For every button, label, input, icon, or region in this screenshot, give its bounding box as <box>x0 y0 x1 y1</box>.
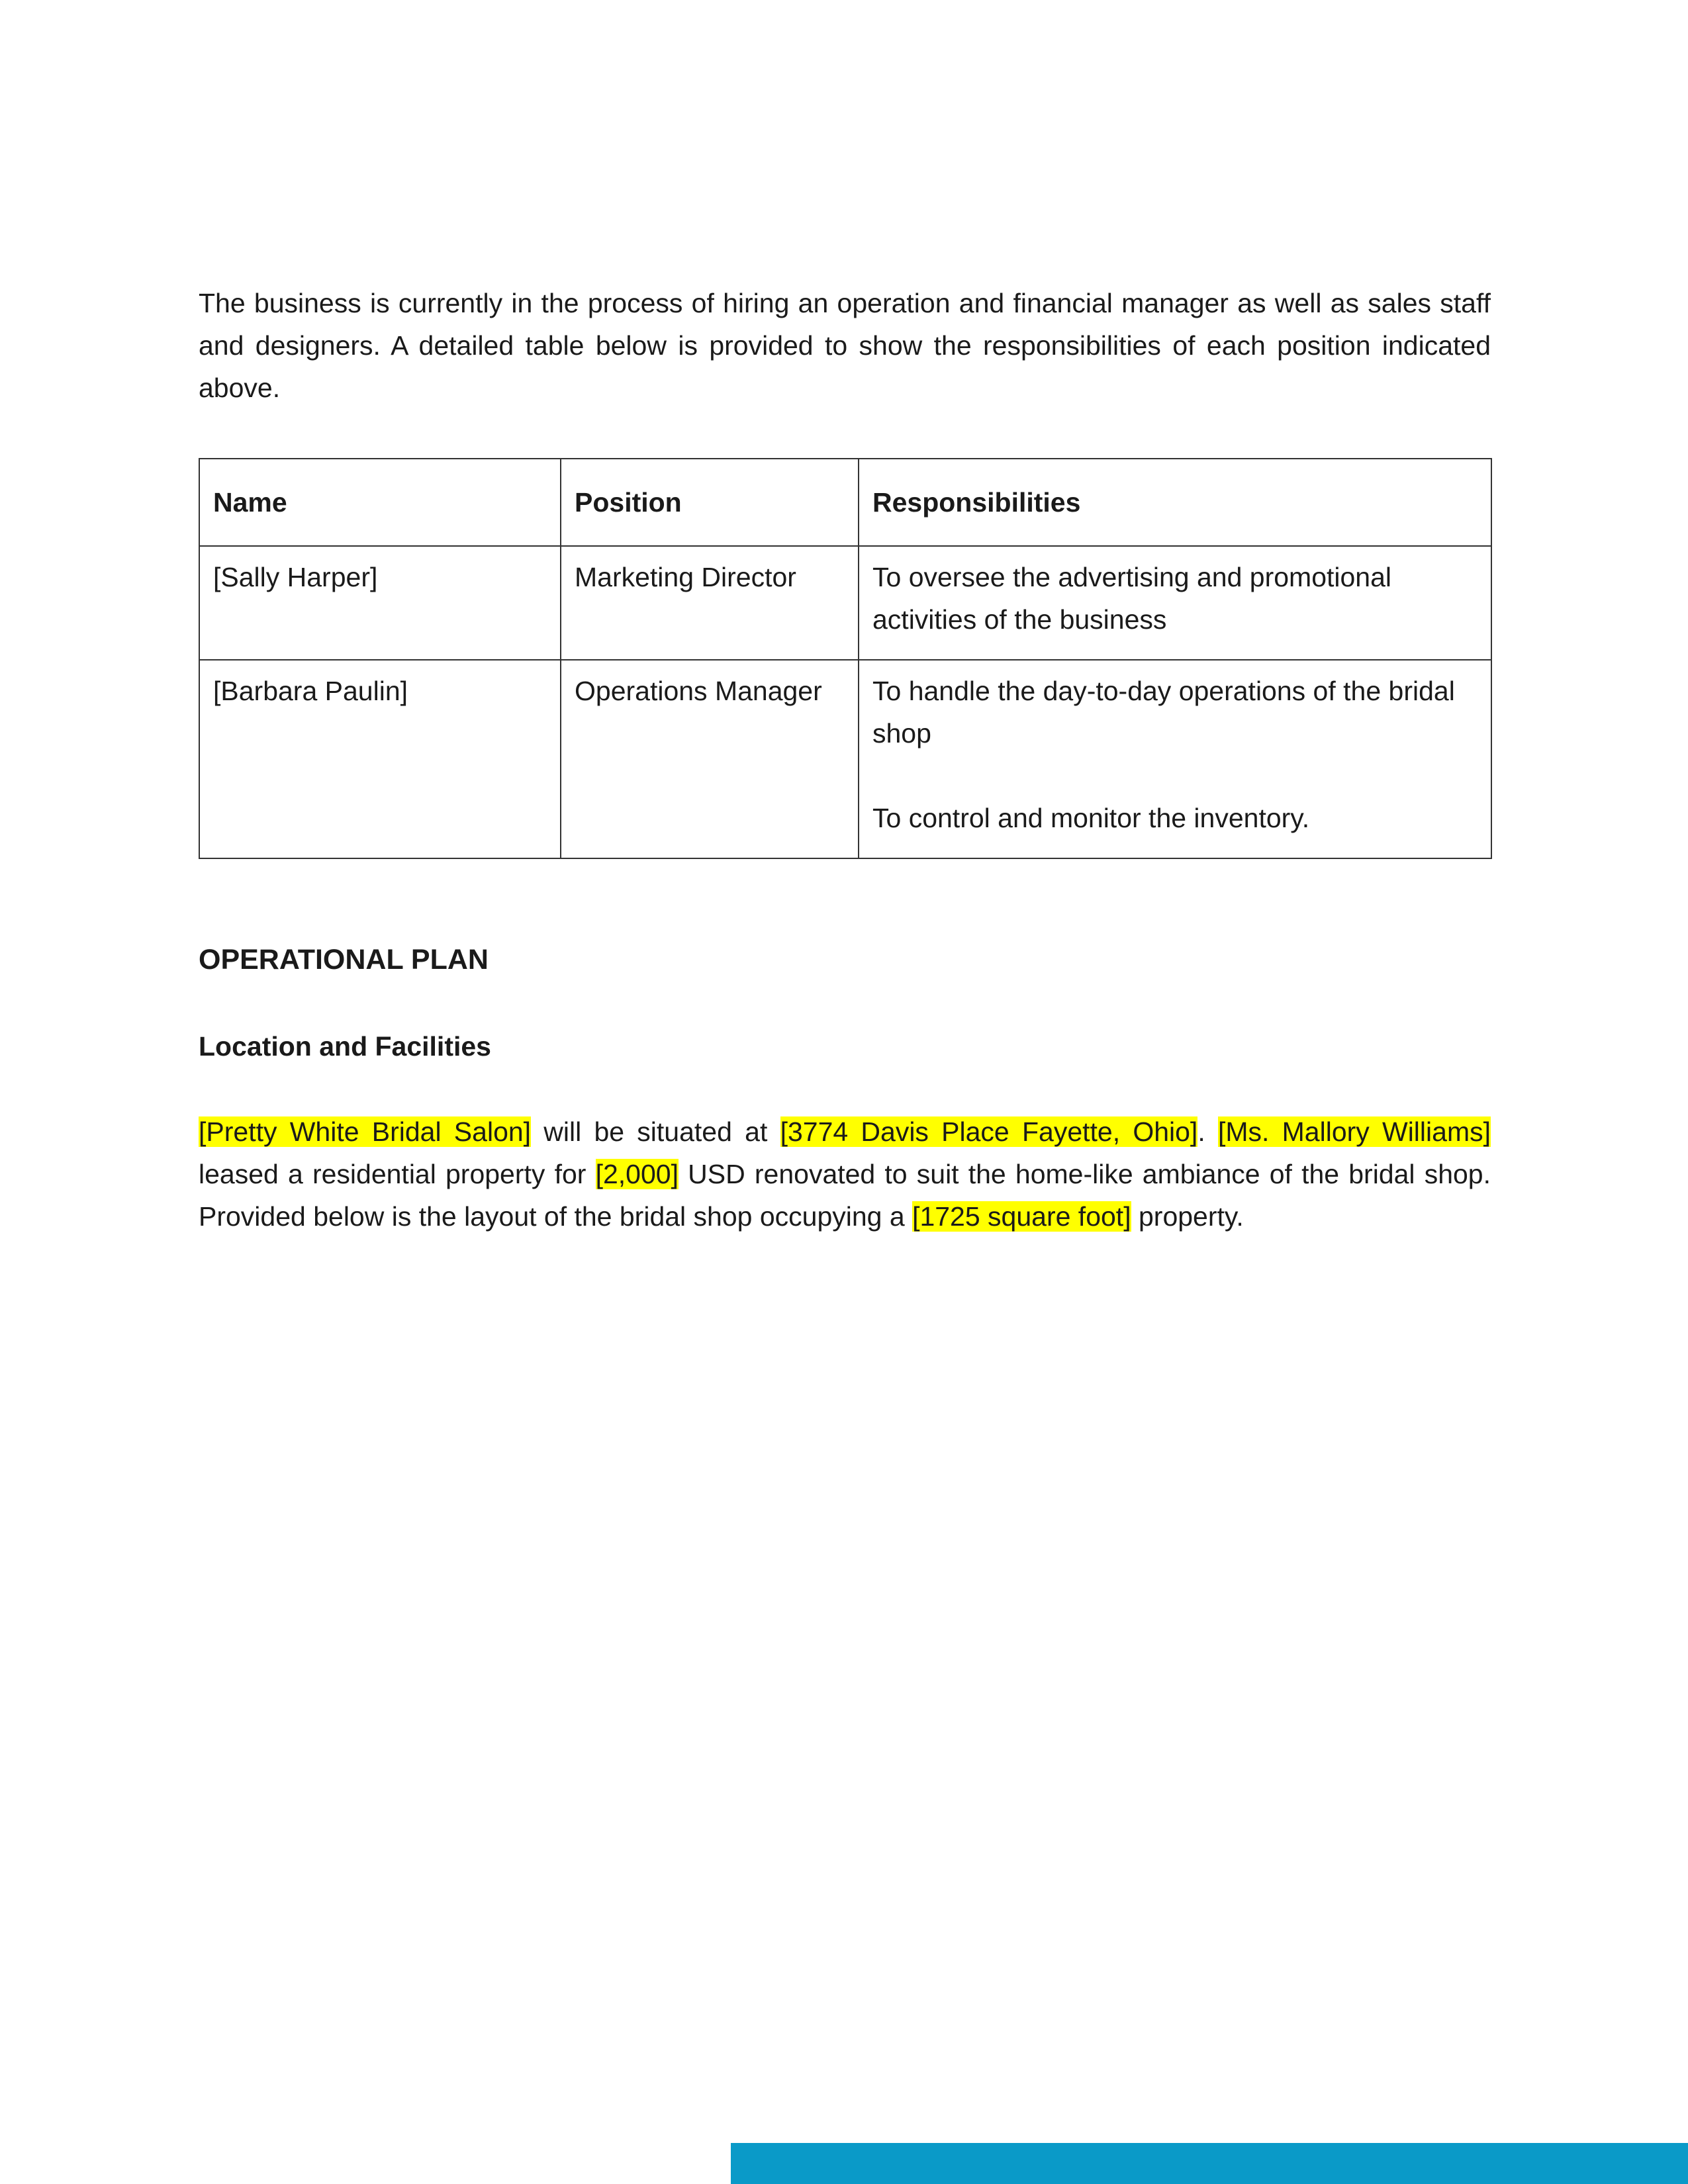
table-cell-name: [Barbara Paulin] <box>199 660 561 858</box>
table-header-position: Position <box>561 459 859 546</box>
paragraph-text: . <box>1197 1116 1218 1147</box>
table-row <box>199 660 1491 858</box>
footer-accent-bar <box>731 2143 1688 2184</box>
table-cell-responsibilities <box>859 546 1491 660</box>
paragraph-text: USD renovated to suit the home-like ambiance of the bridal shop. Provided below is the layout of the bridal shop occupying a <box>199 1159 1491 1232</box>
location-facilities-subheading: Location and Facilities <box>199 1031 491 1062</box>
table-row <box>199 546 1491 660</box>
responsibility-item: To handle the day-to-day operations of the bridal shop <box>872 676 1455 749</box>
paragraph-text: property. <box>1131 1201 1244 1232</box>
staff-responsibilities-table <box>199 458 1492 859</box>
operational-plan-heading: OPERATIONAL PLAN <box>199 944 489 976</box>
highlight-owner-name: [Ms. Mallory Williams] <box>1217 1116 1491 1147</box>
responsibility-item: To oversee the advertising and promotional activities of the business <box>872 562 1392 635</box>
paragraph-text: will be situated at <box>531 1116 780 1147</box>
table-header-row <box>199 459 1491 546</box>
highlight-property-area: [1725 square foot] <box>912 1201 1131 1232</box>
location-paragraph <box>199 1111 1491 1238</box>
table-header-responsibilities: Responsibilities <box>859 459 1491 546</box>
table-cell-responsibilities <box>859 660 1491 858</box>
page-content <box>199 282 1491 1232</box>
highlight-salon-name: [Pretty White Bridal Salon] <box>199 1116 532 1147</box>
paragraph-text: leased a residential property for <box>199 1159 596 1189</box>
responsibility-spacer <box>872 754 1477 797</box>
table-cell-position: Marketing Director <box>561 546 859 660</box>
intro-paragraph: The business is currently in the process of hiring an operation and financial manager as well as sales staff and designers. A detailed table below is provided to show the responsibilities of each position indicated above. <box>199 288 1491 403</box>
table-cell-name: [Sally Harper] <box>199 546 561 660</box>
responsibility-item: To control and monitor the inventory. <box>872 803 1310 833</box>
table-header-name: Name <box>199 459 561 546</box>
highlight-address: [3774 Davis Place Fayette, Ohio] <box>780 1116 1198 1147</box>
table-cell-position: Operations Manager <box>561 660 859 858</box>
highlight-lease-amount: [2,000] <box>595 1159 679 1189</box>
